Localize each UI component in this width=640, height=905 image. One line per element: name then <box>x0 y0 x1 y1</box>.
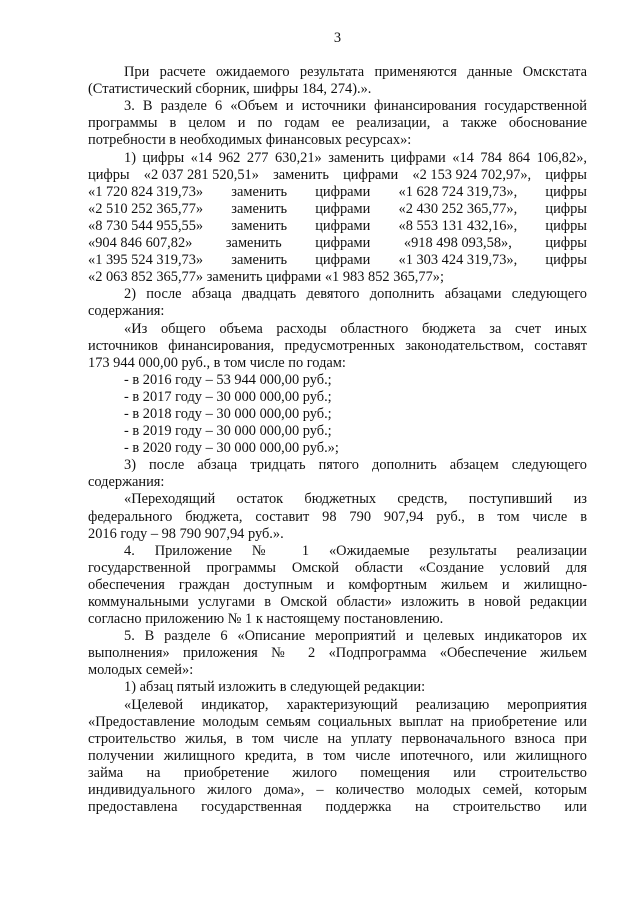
replacement-cell: цифрами <box>315 217 371 234</box>
year-line: - в 2020 году – 30 000 000,00 руб.»; <box>124 440 339 457</box>
subitem-5-1-line: 1) абзац пятый изложить в следующей редакции: <box>124 679 426 696</box>
subitem-1-line: 1) цифры «14 962 277 630,21» заменить цифрами «14 784 864 106,82», <box>124 149 587 166</box>
replacement-cell: «2 153 924 702,97», <box>412 166 532 183</box>
subitem-2-line: содержания: <box>88 303 165 320</box>
replacement-cell: заменить <box>231 252 288 269</box>
subitem-3-line: содержания: <box>88 474 165 491</box>
quote-line: федерального бюджета, составит 98 790 907,94 руб., в том числе в <box>88 508 587 525</box>
replacement-cell: цифры <box>545 166 587 183</box>
subitem-3-line: 3) после абзаца тридцать пятого дополнить абзацем следующего <box>124 457 587 474</box>
replacement-cell: «2 037 281 520,51» <box>143 166 259 183</box>
paragraph-line: При расчете ожидаемого результата применяются данные Омскстата <box>124 64 587 81</box>
quote-line: предоставлена государственная поддержка на строительство или <box>88 799 587 816</box>
replacement-cell: «918 498 093,58», <box>403 235 512 252</box>
quote-line: источников финансирования, предусмотренных законодательством, составят <box>88 337 587 354</box>
replacement-row <box>88 218 587 235</box>
quote-line: «Из общего объема расходы областного бюджета за счет иных <box>124 320 587 337</box>
section-item-4-line: государственной программы Омской области «Создание условий для <box>88 559 587 576</box>
replacement-cell: «1 303 424 319,73», <box>398 252 518 269</box>
replacement-cell: цифрами <box>315 200 371 217</box>
replacement-cell: цифрами <box>315 252 371 269</box>
replacement-cell: «1 720 824 319,73» <box>88 183 204 200</box>
section-item-5-line: выполнения» приложения № 2 «Подпрограмма «Обеспечение жильем <box>88 645 587 662</box>
quote-line: «Предоставление молодым семьям социальных выплат на приобретение или <box>88 713 587 730</box>
section-item-4-line: коммунальными услугами в Омской области» изложить в новой редакции <box>88 594 587 610</box>
replacement-cell: цифры <box>545 217 587 234</box>
paragraph-line: (Статистический сборник, шифры 184, 274).». <box>88 81 372 98</box>
replacement-row <box>88 201 587 218</box>
replacement-cell: цифры <box>88 166 130 183</box>
quote-line: «Переходящий остаток бюджетных средств, поступивший из <box>124 491 587 508</box>
section-item-4-line: согласно приложению № 1 к настоящему постановлению. <box>88 611 444 628</box>
subitem-2-line: 2) после абзаца двадцать девятого дополнить абзацами следующего <box>124 286 587 303</box>
replacement-row <box>88 184 587 201</box>
quote-line: «Целевой индикатор, характеризующий реализацию мероприятия <box>124 696 587 713</box>
page-number: 3 <box>333 30 342 46</box>
replacement-row <box>88 167 587 184</box>
quote-line: индивидуального жилого дома», – количество молодых семей, которым <box>88 782 587 799</box>
quote-line: займа на приобретение жилого помещения или строительство <box>88 764 587 781</box>
section-item-4-line: 4. Приложение № 1 «Ожидаемые результаты реализации <box>124 542 587 559</box>
replacement-cell: «8 730 544 955,55» <box>88 217 204 234</box>
replacement-cell: «8 553 131 432,16», <box>398 217 518 234</box>
replacement-cell: цифрами <box>315 183 371 200</box>
replacement-cell: цифры <box>545 200 587 217</box>
section-item-4-line: обеспечения граждан доступным и комфортным жильем и жилищно- <box>88 576 587 593</box>
year-line: - в 2019 году – 30 000 000,00 руб.; <box>124 423 332 440</box>
replacement-cell: заменить <box>231 183 288 200</box>
replacement-cell: «2 430 252 365,77», <box>398 200 518 217</box>
replacement-cell: «2 510 252 365,77» <box>88 200 204 217</box>
year-line: - в 2018 году – 30 000 000,00 руб.; <box>124 405 332 422</box>
replacement-cell: цифрами <box>343 166 399 183</box>
year-line: - в 2017 году – 30 000 000,00 руб.; <box>124 388 332 405</box>
replacement-last-line: «2 063 852 365,77» заменить цифрами «1 983 852 365,77»; <box>88 269 444 286</box>
quote-line: получении жилищного кредита, в том числе ипотечного, или жилищного <box>88 747 587 764</box>
year-line: - в 2016 году – 53 944 000,00 руб.; <box>124 371 332 388</box>
section-item-5-line: молодых семей»: <box>88 662 194 679</box>
replacement-cell: «1 395 524 319,73» <box>88 252 204 269</box>
replacement-cell: заменить <box>225 235 282 252</box>
replacement-cell: цифры <box>545 183 587 200</box>
replacement-cell: «904 846 607,82» <box>88 235 193 252</box>
replacement-cell: заменить <box>231 217 288 234</box>
section-item-3-line: потребности в необходимых финансовых ресурсах»: <box>88 132 412 149</box>
quote-line: строительство жилья, в том числе на уплату первоначального взноса при <box>88 730 587 747</box>
section-item-3-line: программы в целом и по годам ее реализации, а также обоснование <box>88 115 587 132</box>
replacement-row <box>88 235 587 252</box>
quote-line: 173 944 000,00 руб., в том числе по годам: <box>88 354 346 371</box>
section-item-5-line: 5. В разделе 6 «Описание мероприятий и целевых индикаторов их <box>124 628 587 645</box>
replacement-cell: цифры <box>545 252 587 269</box>
replacement-cell: заменить <box>231 200 288 217</box>
replacement-cell: заменить <box>273 166 329 183</box>
replacement-cell: цифры <box>545 235 587 252</box>
replacement-cell: «1 628 724 319,73», <box>398 183 518 200</box>
replacement-row <box>88 252 587 269</box>
quote-line: 2016 году – 98 790 907,94 руб.». <box>88 525 284 542</box>
replacement-cell: цифрами <box>315 235 371 252</box>
section-item-3-line: 3. В разделе 6 «Объем и источники финансирования государственной <box>124 98 587 115</box>
